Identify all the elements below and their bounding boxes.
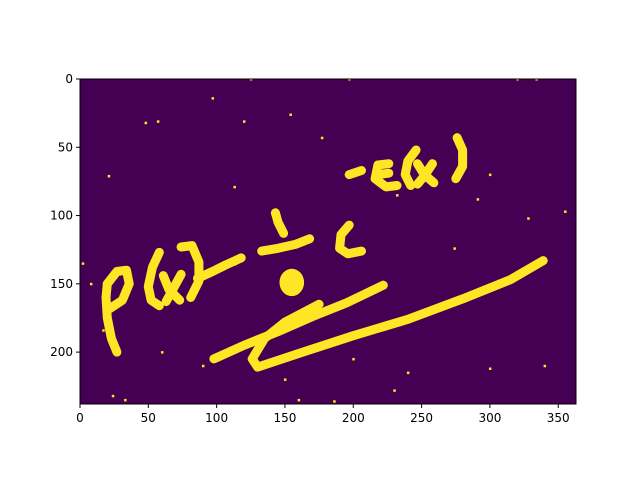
- noise-speck: [233, 186, 236, 189]
- noise-speck: [333, 400, 336, 403]
- noise-speck: [352, 358, 355, 361]
- noise-speck: [112, 395, 115, 398]
- noise-speck: [243, 120, 246, 123]
- noise-speck: [489, 367, 492, 370]
- noise-speck: [212, 97, 215, 100]
- plot-area: [80, 78, 576, 404]
- x-tick-label: 150: [273, 411, 297, 425]
- noise-speck: [564, 210, 567, 213]
- y-tick-label: 100: [50, 208, 73, 223]
- x-tick-label: 200: [341, 411, 365, 425]
- y-tick-label: 200: [50, 345, 73, 360]
- image-background: [80, 79, 576, 404]
- equals-blob: [228, 258, 239, 266]
- stroke-exp-E-mid: [378, 173, 389, 174]
- noise-speck: [161, 351, 164, 354]
- noise-speck: [527, 217, 530, 220]
- noise-speck: [90, 283, 93, 286]
- noise-speck: [102, 329, 105, 332]
- x-tick-label: 300: [478, 411, 502, 425]
- noise-speck: [157, 120, 160, 123]
- noise-speck: [407, 372, 410, 375]
- x-tick-label: 100: [205, 411, 229, 425]
- y-tick-label: 50: [57, 140, 73, 155]
- y-tick-label: 0: [65, 72, 73, 86]
- noise-speck: [544, 365, 547, 368]
- noise-speck: [284, 378, 287, 381]
- noise-speck: [489, 174, 492, 177]
- noise-speck: [396, 194, 399, 197]
- stroke-exp-dash: [349, 171, 361, 175]
- noise-speck: [289, 114, 292, 117]
- x-tick-label: 50: [140, 411, 156, 425]
- noise-speck: [145, 122, 148, 125]
- x-tick-label: 0: [76, 411, 84, 425]
- frac-denominator-blob: [279, 269, 304, 296]
- noise-speck: [453, 247, 456, 250]
- noise-speck: [393, 389, 396, 392]
- noise-speck: [477, 198, 480, 201]
- x-tick-label: 350: [546, 411, 570, 425]
- x-tick-label: 250: [410, 411, 434, 425]
- y-tick-label: 150: [50, 276, 73, 291]
- noise-speck: [298, 399, 301, 402]
- noise-speck: [108, 175, 111, 178]
- noise-speck: [202, 365, 205, 368]
- noise-speck: [124, 399, 127, 402]
- noise-speck: [321, 137, 324, 140]
- noise-speck: [82, 262, 85, 265]
